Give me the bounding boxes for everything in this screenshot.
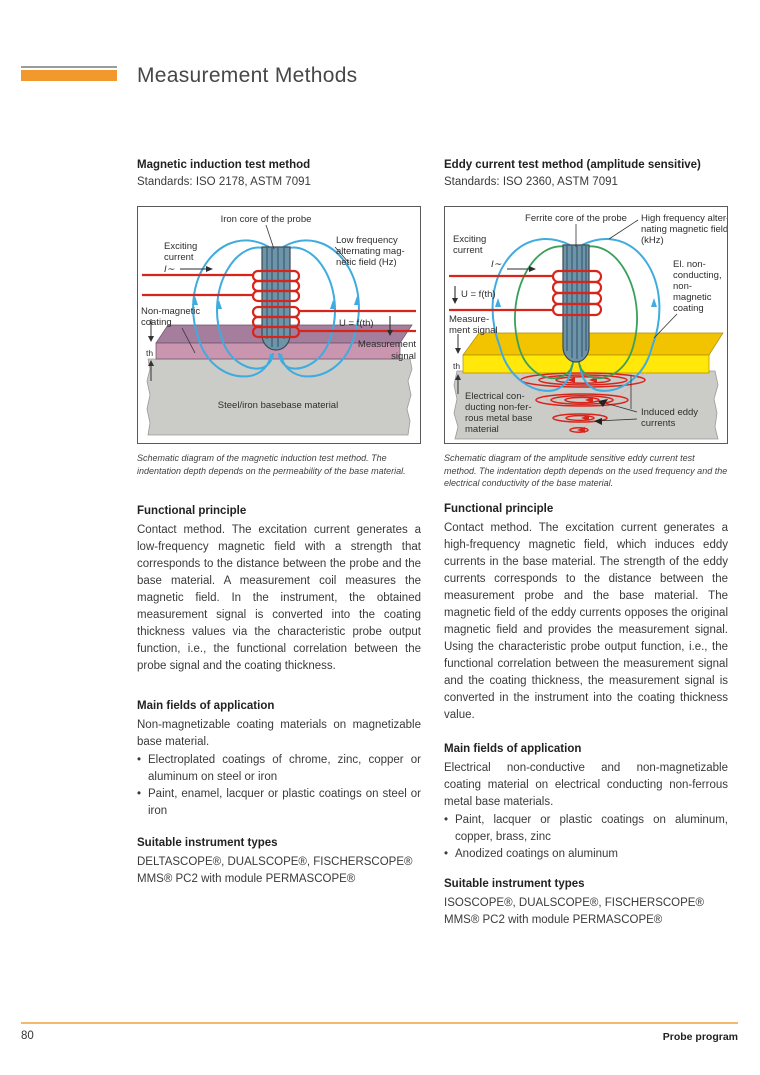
field-label-1: Low frequency [336,235,398,246]
footer-rule [21,1022,738,1024]
coating-label-1: El. non- [673,259,706,270]
coating-label-4: magnetic [673,292,712,303]
ferrite-core-label: Ferrite core of the probe [525,213,627,224]
eddy-current-diagram [444,206,728,444]
current-arrowhead [529,266,536,272]
bullet-glyph: • [444,847,449,860]
exciting-label-1: Exciting [164,241,198,252]
measurement-label-2: signal [391,351,416,362]
exciting-label-2: current [164,252,194,263]
instruments-line: MMS® PC2 with module PERMASCOPE® [137,873,356,885]
measurement-label-2: ment signal [449,325,498,336]
main-fields-bullets [444,812,728,863]
bullet-glyph: • [444,813,449,826]
magnetic-induction-diagram [137,206,421,444]
bullet-glyph: • [137,788,142,800]
functional-principle-heading: Functional principle [444,502,554,515]
page-title: Measurement Methods [137,64,358,87]
u-signal-label: U = f(th) [461,289,496,300]
exciting-label-2: current [453,245,483,256]
instruments-heading: Suitable instrument types [444,877,585,890]
current-symbol-label: I∼ [164,264,175,275]
figure-caption: Schematic diagram of the magnetic induction test method. The indentation depth depends on the permeability of the base material. [137,453,406,476]
coating-label-5: coating [673,303,704,314]
standards-line: Standards: ISO 2178, ASTM 7091 [137,176,311,188]
signal-arrowhead [452,298,458,304]
exciting-label-1: Exciting [453,234,487,245]
field-label-1: High frequency alter- [641,213,727,224]
measurement-label-1: Measurement [357,339,416,350]
probe-core-shape [262,247,290,350]
method-title: Eddy current test method (amplitude sensitive) [444,159,701,171]
bullet-text: Electroplated coatings of chrome, zinc, copper or aluminum on steel or iron [148,754,421,783]
base-material-label-4: material [465,424,499,435]
standards-line: Standards: ISO 2360, ASTM 7091 [444,176,618,188]
eddy-label-2: currents [641,418,676,429]
figure-caption: Schematic diagram of the amplitude sensitive eddy current test method. The indentation depth depends on the used frequency and the electrical conductivity of the base material. [444,453,728,488]
eddy-current-figure [445,207,727,443]
coating-label-1: Non-magnetic [141,306,201,317]
page-number: 80 [21,1030,34,1042]
bullet-item [444,846,728,863]
bullet-text: Paint, enamel, lacquer or plastic coatings on steel or iron [148,788,421,817]
header-hairline [21,66,117,68]
instruments-line: DELTASCOPE®, DUALSCOPE®, FISCHERSCOPE® [137,856,413,868]
field-label-2: nating magnetic field [641,224,727,235]
th-label: th [453,361,461,371]
bullet-text: Anodized coatings on aluminum [455,847,619,860]
bullet-item [137,752,421,786]
field-label-3: netic field (Hz) [336,257,397,268]
bullet-item [444,812,728,846]
magnetic-induction-figure [138,207,420,443]
functional-principle-heading: Functional principle [137,505,247,517]
column-eddy-current [444,158,728,928]
base-material-shape [147,359,412,435]
bullet-item [137,786,421,820]
bullet-glyph: • [137,754,142,766]
column-magnetic-induction [137,158,421,887]
current-arrowhead [206,266,213,272]
main-fields-heading: Main fields of application [137,700,275,712]
coating-label-2: conducting, [673,270,722,281]
instruments-line: ISOSCOPE®, DUALSCOPE®, FISCHERSCOPE® [444,896,704,909]
coating-front-face [463,355,709,373]
coating-label-2: coating [141,317,172,328]
coating-label-3: non- [673,281,693,292]
base-material-label-1: Electrical con- [465,391,525,402]
iron-core-label: Iron core of the probe [220,214,312,225]
instruments-heading: Suitable instrument types [137,837,278,849]
header-accent-bar [21,70,117,81]
main-fields-intro: Electrical non-conductive and non-magnetizable coating material on electrical conducting non-ferrous metal base materials. [444,761,728,808]
current-symbol-label: I∼ [491,259,502,270]
eddy-label-1: Induced eddy [641,407,699,418]
footer-section-label: Probe program [662,1031,738,1043]
functional-principle-body: Contact method. The excitation current generates a high-frequency magnetic field, which induces eddy currents in the base material. The strength of the eddy currents corresponds to the distance between the measurement probe and the base material. The magnetic field of the eddy currents opposes the original magnetic field and provides the measurement signal. Using the characteristic probe output function, i.e., the functional correlation between the measurement signal and the coating thickness, the measurement signal is converted in the instrument into the coating thickness value. [444,521,728,721]
field-label-2: alternating mag- [336,246,405,257]
base-material-label-3: rous metal base [465,413,533,424]
base-material-label-2: ducting non-fer- [465,402,532,413]
method-title: Magnetic induction test method [137,159,311,171]
main-fields-heading: Main fields of application [444,742,582,755]
main-fields-intro: Non-magnetizable coating materials on magnetizable base material. [137,719,421,748]
field-label-3: (kHz) [641,235,664,246]
base-material-label: Steel/iron basebase material [217,400,339,411]
main-fields-bullets [137,752,421,820]
functional-principle-body: Contact method. The excitation current generates a low-frequency magnetic field with a strength that corresponds to the distance between the probe and the base material. A measurement coil measures the magnetic field. In the instrument, the obtained measurement signal is converted into the coating thickness values via the characteristic probe output function, i.e., the functional correlation between the probe signal and the coating thickness. [137,524,421,672]
measurement-label-1: Measure- [449,314,490,325]
instruments-line: MMS® PC2 with module PERMASCOPE® [444,913,663,926]
u-signal-label: U = f(th) [339,318,374,329]
th-label: th [146,348,154,358]
bullet-text: Paint, lacquer or plastic coatings on aluminum, copper, brass, zinc [455,813,728,843]
